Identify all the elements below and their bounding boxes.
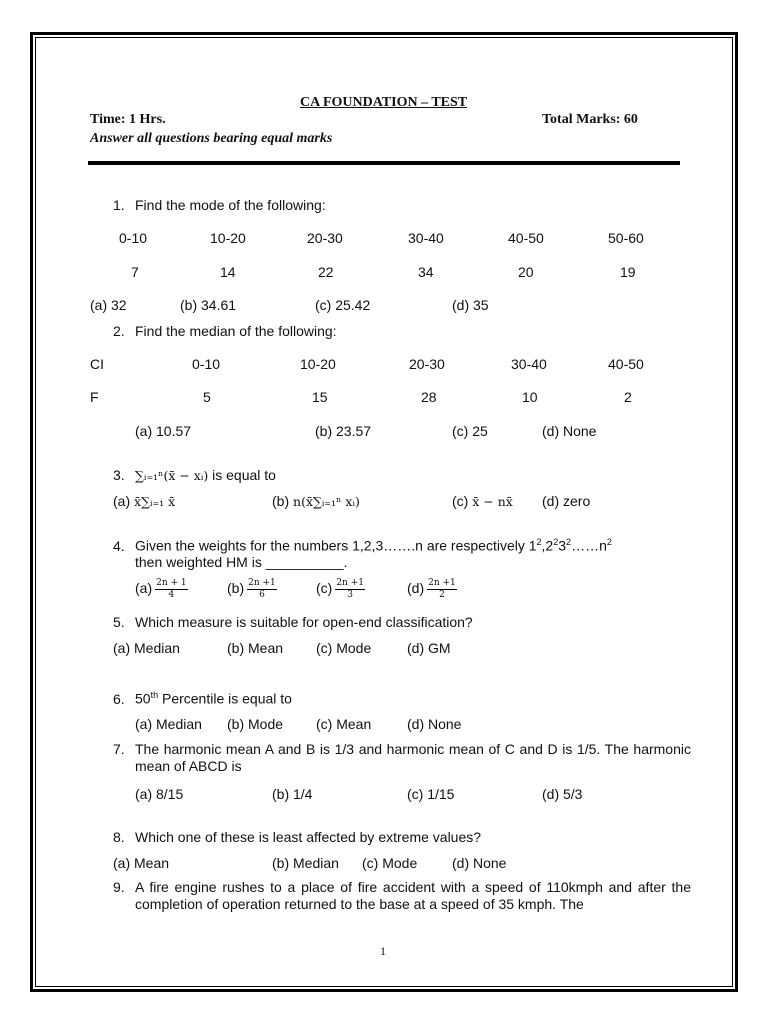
q2-row-label-ci: CI [90,356,104,372]
numerator: 2n + 1 [156,578,187,588]
q1-class-4: 40-50 [508,230,544,246]
question-number: 4. [113,537,125,554]
q4-option-b [227,578,277,601]
q6-option-c: (c) Mean [316,716,372,732]
option-label: (d) [407,580,425,597]
test-title: CA FOUNDATION – TEST [300,95,468,110]
question-text: A fire engine rushes to a place of fire accident with a speed of 110kmph and after the completion of operation returned to the base at a speed of 35 kmph. The [135,879,691,912]
q2-freq-4: 2 [624,389,632,405]
q4-option-a [135,578,188,601]
q1-class-3: 30-40 [408,230,444,246]
q8-option-a: (a) Mean [113,855,170,871]
q6-sup: th [150,690,159,700]
question-text: Find the median of the following: [135,323,337,339]
q6-text-post: Percentile is equal to [158,690,292,707]
q5-option-d: (d) GM [407,640,451,656]
q4-option-d [407,578,457,601]
option-math: x̄ − nx̄ [472,494,513,509]
q2-freq-1: 15 [312,389,328,405]
q2-class-0: 0-10 [192,356,221,372]
question-5 [113,614,473,630]
question-8 [113,829,481,845]
q4-sup-4: 2 [606,537,612,547]
q6-option-d: (d) None [407,716,462,732]
q1-class-1: 10-20 [210,230,246,246]
q1-option-a: (a) 32 [90,297,127,313]
time-label: Time: 1 Hrs. [90,112,166,127]
q1-class-2: 20-30 [307,230,343,246]
q2-freq-3: 10 [522,389,538,405]
option-label: (a) [135,580,153,597]
q5-option-a: (a) Median [113,640,180,656]
option-label: (a) [113,493,131,509]
q2-option-b: (b) 23.57 [315,423,372,439]
q4-sup-2: 2 [553,537,559,547]
q4-option-c [316,578,365,601]
q4-text-b: ,2 [541,537,554,554]
numerator: 2n +1 [336,578,364,588]
q3-option-a [113,493,175,509]
fraction [155,578,188,601]
q1-freq-0: 7 [131,264,139,280]
q2-option-a: (a) 10.57 [135,423,192,439]
q3-option-b [272,493,360,509]
option-math: n(x̄∑ᵢ₌₁ⁿ xᵢ) [293,494,360,509]
question-number: 7. [113,741,125,757]
q7-option-b: (b) 1/4 [272,786,313,802]
q1-freq-4: 20 [518,264,534,280]
q1-option-b: (b) 34.61 [180,297,237,313]
question-3 [113,467,276,483]
q2-class-3: 30-40 [511,356,547,372]
question-1 [113,197,326,213]
q1-class-0: 0-10 [119,230,148,246]
denominator: 3 [347,590,354,600]
question-9 [113,879,691,913]
q3-expression: ∑ᵢ₌₁ⁿ(x̄ − xᵢ) [135,468,209,483]
q1-option-d: (d) 35 [452,297,489,313]
q3-option-c [452,493,513,509]
total-marks-label: Total Marks: 60 [542,112,638,127]
q1-freq-2: 22 [318,264,334,280]
q1-freq-1: 14 [220,264,236,280]
denominator: 6 [259,590,265,600]
denominator: 4 [168,590,175,600]
option-label: (c) [452,493,469,509]
q8-option-c: (c) Mode [362,855,418,871]
question-text: Which measure is suitable for open-end classification? [135,614,473,630]
option-math: x̄∑ᵢ₌₁ x̄ [134,494,176,509]
q3-option-d: (d) zero [542,493,591,509]
question-6 [113,690,292,707]
q8-option-b: (b) Median [272,855,339,871]
q4-text-d: ……n [571,537,607,554]
q2-class-4: 40-50 [608,356,644,372]
q2-class-1: 10-20 [300,356,336,372]
q8-option-d: (d) None [452,855,507,871]
question-number: 8. [113,829,125,845]
instructions: Answer all questions bearing equal marks [90,131,333,146]
denominator: 2 [439,590,445,600]
question-2 [113,323,337,339]
question-number: 5. [113,614,125,630]
q4-text-continued: then weighted HM is __________. [135,554,348,570]
question-number: 3. [113,467,125,483]
fraction [335,578,365,601]
q2-row-label-f: F [90,389,99,405]
question-text: Which one of these is least affected by extreme values? [135,829,482,845]
q4-sup-1: 2 [536,537,542,547]
q2-freq-0: 5 [203,389,211,405]
question-number: 1. [113,197,125,213]
q5-option-b: (b) Mean [227,640,284,656]
q7-option-a: (a) 8/15 [135,786,184,802]
q1-freq-5: 19 [620,264,636,280]
q4-sup-3: 2 [566,537,572,547]
page-number: 1 [380,944,386,958]
q6-option-b: (b) Mode [227,716,284,732]
question-7 [113,741,691,775]
fraction [247,578,277,601]
q7-option-d: (d) 5/3 [542,786,583,802]
q1-freq-3: 34 [418,264,434,280]
q1-option-c: (c) 25.42 [315,297,371,313]
question-text: is equal to [212,467,276,483]
q2-option-d: (d) None [542,423,597,439]
numerator: 2n +1 [248,578,276,588]
option-label: (b) [227,580,245,597]
q2-option-c: (c) 25 [452,423,488,439]
q5-option-c: (c) Mode [316,640,372,656]
option-label: (c) [316,580,333,597]
question-text: Find the mode of the following: [135,197,326,213]
question-number: 2. [113,323,125,339]
question-4 [113,537,612,554]
q2-freq-2: 28 [421,389,437,405]
q6-option-a: (a) Median [135,716,202,732]
fraction [427,578,457,601]
q6-text-pre: 50 [135,690,151,707]
question-number: 6. [113,690,125,707]
q4-text-a: Given the weights for the numbers 1,2,3…….n are respectively 1 [135,537,537,554]
numerator: 2n +1 [428,578,456,588]
question-text: The harmonic mean A and B is 1/3 and harmonic mean of C and D is 1/5. The harmonic mean of ABCD is [135,741,691,774]
q2-class-2: 20-30 [409,356,445,372]
q4-text-c: 3 [558,537,567,554]
q1-class-5: 50-60 [608,230,644,246]
question-number: 9. [113,879,125,895]
header-divider [88,161,680,165]
option-label: (b) [272,493,290,509]
q7-option-c: (c) 1/15 [407,786,455,802]
